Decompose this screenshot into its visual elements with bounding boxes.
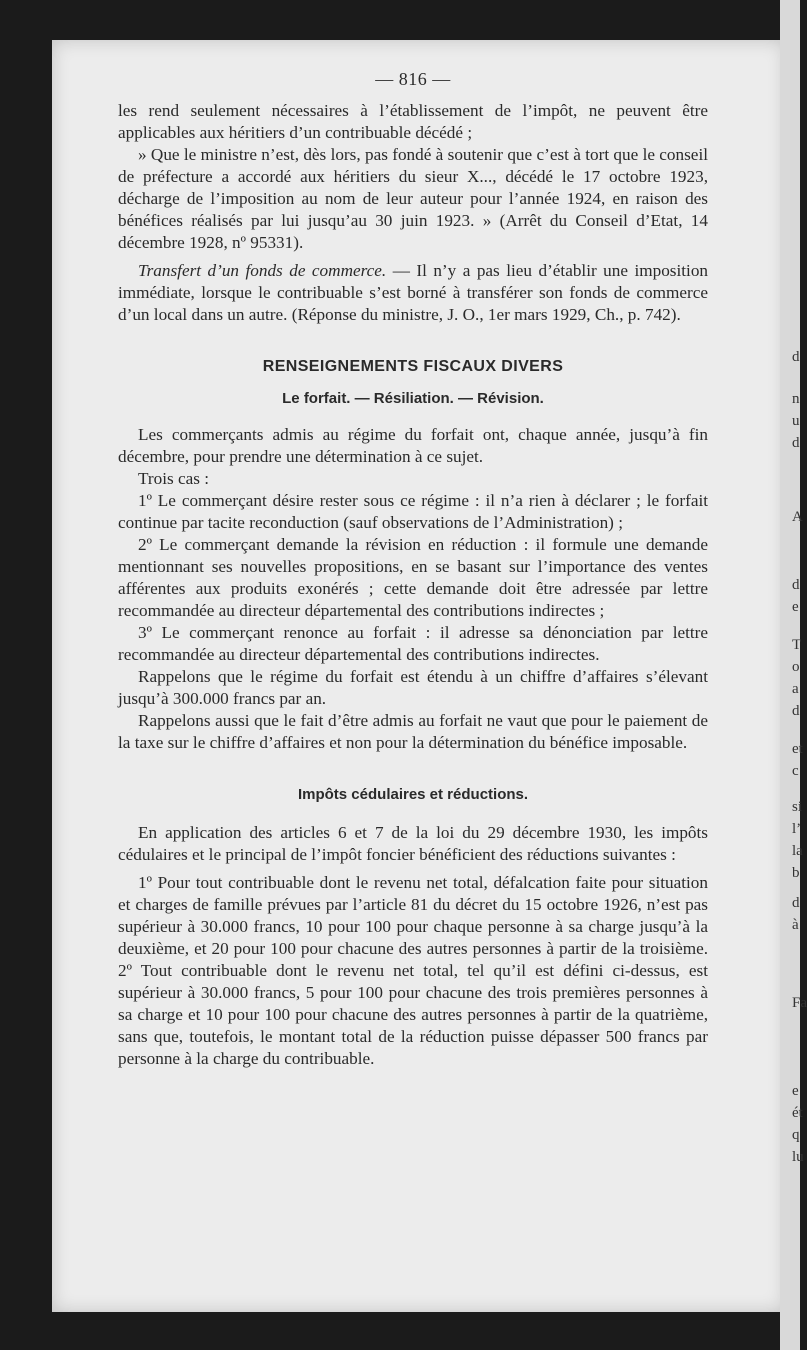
paragraph-quoted-decision: » Que le ministre n’est, dès lors, pas fondé à soutenir que c’est à tort que le conseil de préfecture a accordé aux héritiers du sieur X..., décédé le 17 octobre 1923, décharge de l’imposition au nom de leur auteur pour l’année 1924, en raison des bénéfices réalisés par lui jusqu’au 30 juin 1923. » (Arrêt du Conseil d’Etat, 14 décembre 1928, nº 95331).	[118, 145, 708, 252]
adjacent-page-edge	[780, 0, 807, 1350]
edge-fragment: d	[792, 349, 800, 365]
paragraph-case-1: 1º Le commerçant désire rester sous ce régime : il n’a rien à déclarer ; le forfait continue par tacite reconduction (sauf observations de l’Administration) ;	[118, 491, 708, 532]
edge-fragment: o	[792, 659, 800, 675]
paragraph-carryover: les rend seulement nécessaires à l’établissement de l’impôt, ne peuvent être applicables aux héritiers d’un contribuable décédé ;	[118, 101, 708, 142]
edge-fragment: c	[792, 763, 799, 779]
edge-fragment: A	[792, 509, 803, 525]
edge-fragment: e	[792, 1083, 799, 1099]
page-content	[118, 68, 708, 1070]
edge-fragment: Fa	[792, 995, 807, 1011]
paragraph-impots-intro: En application des articles 6 et 7 de la loi du 29 décembre 1930, les impôts cédulaires et le principal de l’impôt foncier bénéficient des réductions suivantes :	[118, 823, 708, 864]
edge-fragment: à	[792, 917, 799, 933]
edge-fragment: et	[792, 741, 803, 757]
edge-fragment: d	[792, 703, 800, 719]
paragraph-fonds-transfert	[118, 260, 708, 326]
paragraph-reminder-2: Rappelons aussi que le fait d’être admis au forfait ne vaut que pour le paiement de la taxe sur le chiffre d’affaires et non pour la détermination du bénéfice imposable.	[118, 711, 708, 752]
edge-fragment: u	[792, 413, 800, 429]
edge-fragment: d	[792, 895, 800, 911]
edge-fragment: b	[792, 865, 800, 881]
paragraph-case-3: 3º Le commerçant renonce au forfait : il adresse sa dénonciation par lettre recommandée au directeur départemental des contributions indirectes.	[118, 623, 708, 664]
paragraph-cases-label: Trois cas :	[138, 469, 209, 488]
paragraph-case-2: 2º Le commerçant demande la révision en réduction : il formule une demande mentionnant ses nouvelles propositions, en se basant sur l’importance des ventes afférentes aux produits exonérés ; cette demande doit être adressée par lettre recommandée au directeur départemental des contributions indirectes ;	[118, 535, 708, 620]
main-heading: RENSEIGNEMENTS FISCAUX DIVERS	[262, 358, 564, 375]
edge-fragment: si	[792, 799, 803, 815]
section-heading: Impôts cédulaires et réductions.	[297, 786, 529, 803]
edge-fragment: e	[792, 599, 799, 615]
sub-heading: Le forfait. — Résiliation. — Révision.	[282, 390, 544, 407]
paragraph-reminder-1: Rappelons que le régime du forfait est étendu à un chiffre d’affaires s’élevant jusqu’à 300.000 francs par an.	[118, 667, 708, 708]
edge-fragment: q	[792, 1127, 800, 1143]
edge-fragment: la	[792, 843, 803, 859]
edge-fragment: l’	[792, 821, 802, 837]
edge-fragment: ét	[792, 1105, 803, 1121]
paragraph-forfait-intro: Les commerçants admis au régime du forfait ont, chaque année, jusqu’à fin décembre, pour prendre une détermination à ce sujet.	[118, 425, 708, 466]
italic-lead: Transfert d’un fonds de commerce.	[138, 261, 387, 280]
edge-fragment: T	[792, 637, 802, 653]
edge-fragment: a	[792, 681, 799, 697]
edge-fragment: d	[792, 435, 800, 451]
edge-fragment: d	[792, 577, 800, 593]
edge-fragment: n	[792, 391, 800, 407]
paragraph-impots-rule: 1º Pour tout contribuable dont le revenu net total, défalcation faite pour situation et charges de famille prévues par l’article 81 du décret du 15 octobre 1926, n’est pas supérieur à 30.000 francs, 10 pour 100 pour chaque personne à sa charge jusqu’à la deuxième, et 20 pour 100 pour chacune des autres personnes à partir de la troisième. 2º Tout contribuable dont le revenu net total, tel qu’il est défini ci-dessus, est supérieur à 30.000 francs, 5 pour 100 pour chacune des trois premières personnes à sa charge et 10 pour 100 pour chacune des autres personnes à partir de la quatrième, sans que, toutefois, le montant total de la réduction puisse dépasser 500 francs par personne à la charge du contribuable.	[118, 873, 708, 1068]
page-number: — 816 —	[375, 69, 451, 89]
edge-fragment: lu	[792, 1149, 804, 1165]
paragraph-fonds-text: — Il n’y a pas lieu d’établir une imposition immédiate, lorsque le contribuable s’est borné à transférer son fonds de commerce d’un local dans un autre. (Réponse du ministre, J. O., 1er mars 1929, Ch., p. 742).	[118, 261, 709, 324]
